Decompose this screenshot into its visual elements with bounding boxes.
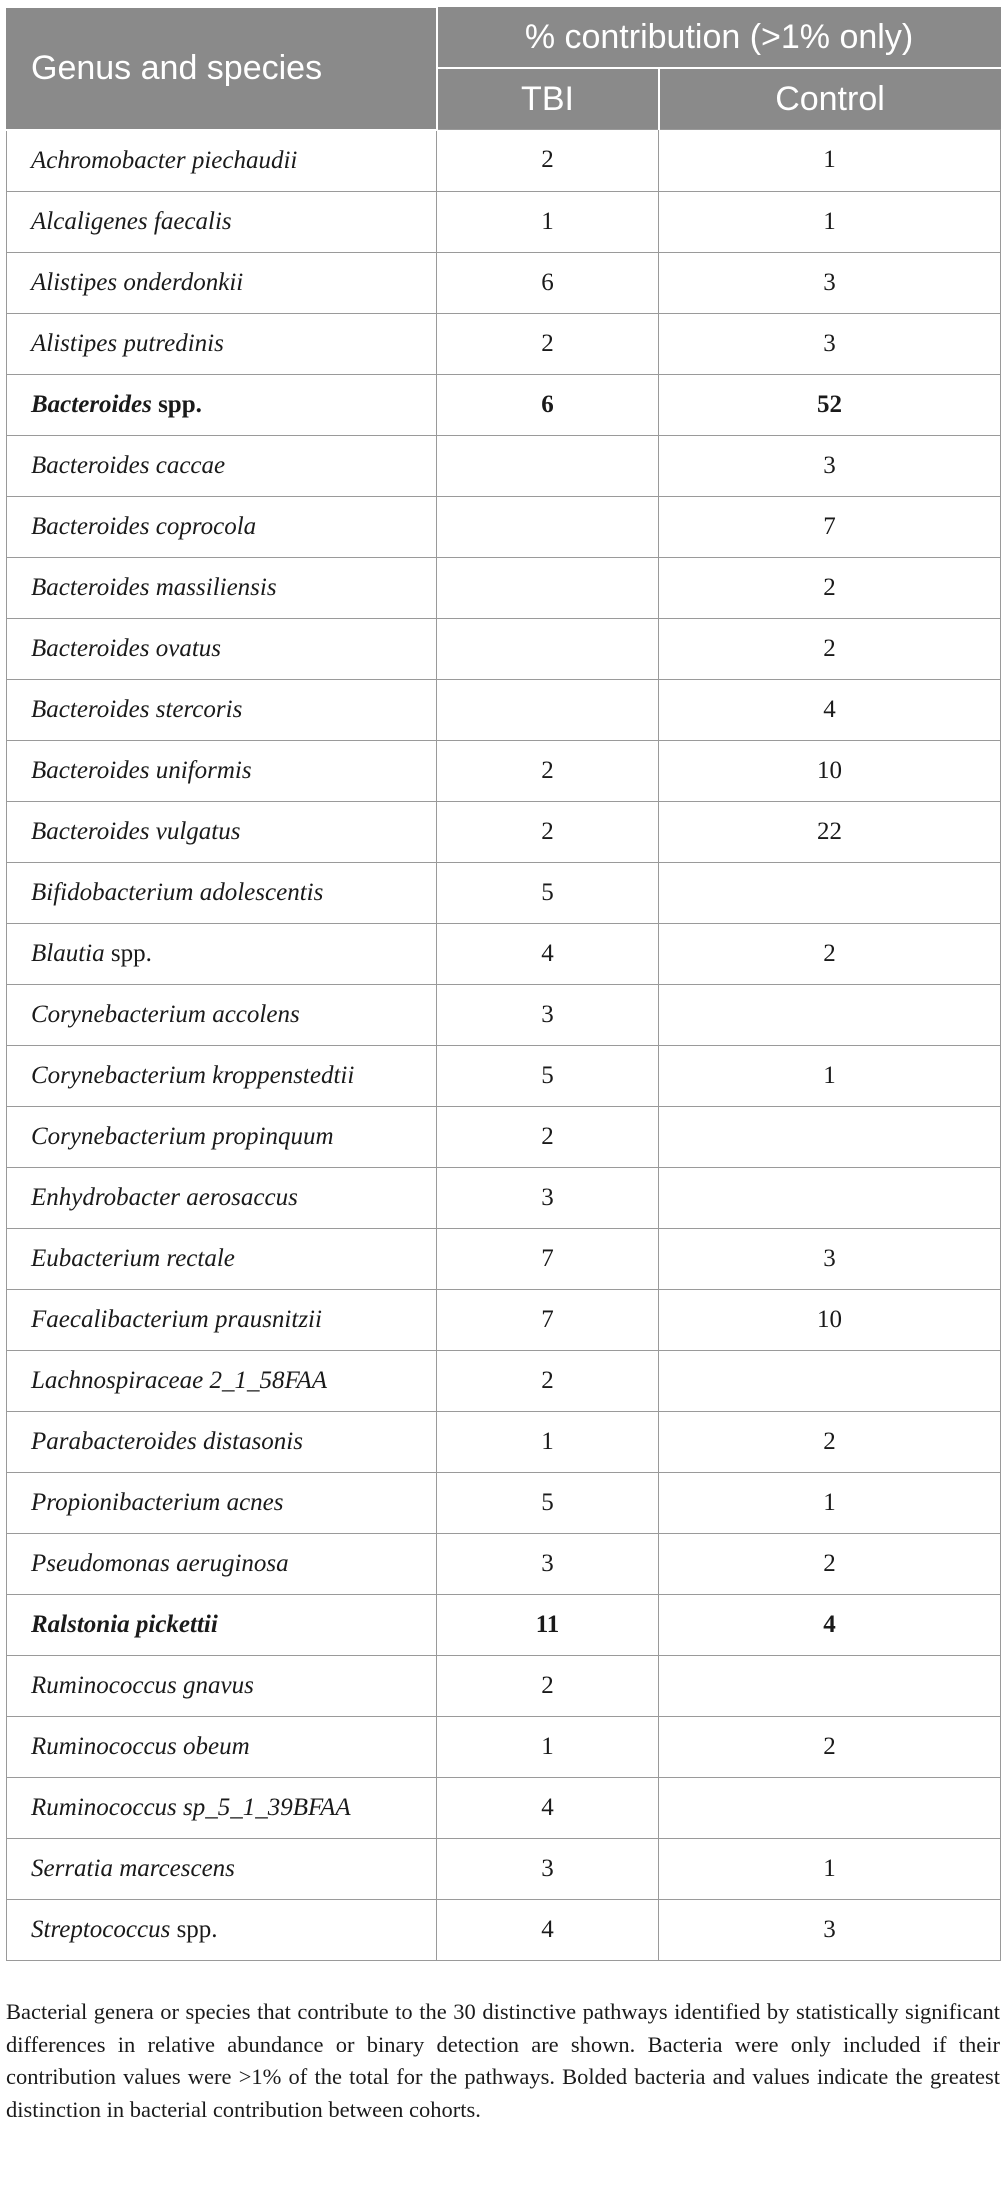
- control-value-cell: 2: [659, 557, 1001, 618]
- tbi-value-cell: 4: [437, 1899, 659, 1960]
- species-name-cell: [7, 1838, 437, 1899]
- species-name: Ruminococcus gnavus: [31, 1671, 254, 1699]
- table-row: [7, 740, 1001, 801]
- species-name-cell: [7, 1655, 437, 1716]
- species-name: Eubacterium rectale: [31, 1244, 235, 1272]
- tbi-value-cell: [437, 618, 659, 679]
- species-suffix: spp.: [151, 390, 202, 418]
- species-name-cell: [7, 1167, 437, 1228]
- table-row: [7, 618, 1001, 679]
- species-name-cell: [7, 191, 437, 252]
- species-name-cell: [7, 740, 437, 801]
- species-name: Pseudomonas aeruginosa: [31, 1549, 289, 1577]
- species-name-cell: [7, 1411, 437, 1472]
- table-row: [7, 1350, 1001, 1411]
- species-name: Bacteroides massiliensis: [31, 573, 277, 601]
- control-value-cell: 3: [659, 1899, 1001, 1960]
- species-name-cell: [7, 1899, 437, 1960]
- tbi-value-cell: 4: [437, 1777, 659, 1838]
- control-value-cell: [659, 1167, 1001, 1228]
- control-value-cell: [659, 1350, 1001, 1411]
- control-value-cell: 1: [659, 1838, 1001, 1899]
- species-name-cell: [7, 801, 437, 862]
- control-value-cell: [659, 1777, 1001, 1838]
- species-name: Bacteroides uniformis: [31, 756, 252, 784]
- table-row: [7, 1533, 1001, 1594]
- species-name: Bacteroides coprocola: [31, 512, 257, 540]
- table-body: [7, 130, 1001, 1961]
- control-value-cell: 2: [659, 618, 1001, 679]
- control-value-cell: 2: [659, 1533, 1001, 1594]
- table-row: [7, 252, 1001, 313]
- species-name-cell: [7, 130, 437, 192]
- control-value-cell: 1: [659, 130, 1001, 192]
- species-name: Bacteroides ovatus: [31, 634, 222, 662]
- control-value-cell: [659, 1106, 1001, 1167]
- tbi-value-cell: 1: [437, 191, 659, 252]
- tbi-value-cell: 11: [437, 1594, 659, 1655]
- tbi-value-cell: 1: [437, 1411, 659, 1472]
- table-row: [7, 679, 1001, 740]
- control-value-cell: 10: [659, 1289, 1001, 1350]
- control-value-cell: [659, 862, 1001, 923]
- tbi-value-cell: 6: [437, 252, 659, 313]
- control-value-cell: 7: [659, 496, 1001, 557]
- species-name-cell: [7, 984, 437, 1045]
- table-footnote: Bacterial genera or species that contribute to the 30 distinctive pathways identified by statistically significant differences in relative abundance or binary detection are shown. Bacteria were only included if their contribution values were >1% of the total for the pathways. Bolded bacteria and values indicate the greatest distinction in bacterial contribution between cohorts.: [6, 1999, 1000, 2122]
- species-name: Alcaligenes faecalis: [31, 207, 232, 235]
- control-value-cell: 2: [659, 1411, 1001, 1472]
- species-name: Lachnospiraceae 2_1_58FAA: [31, 1366, 328, 1394]
- control-value-cell: 4: [659, 1594, 1001, 1655]
- species-name-cell: [7, 1533, 437, 1594]
- species-suffix: spp.: [170, 1915, 218, 1943]
- species-name-cell: [7, 1350, 437, 1411]
- species-name: Enhydrobacter aerosaccus: [31, 1183, 298, 1211]
- species-name-cell: [7, 862, 437, 923]
- tbi-value-cell: [437, 496, 659, 557]
- species-name-cell: [7, 313, 437, 374]
- species-name: Bacteroides vulgatus: [31, 817, 241, 845]
- species-name-cell: [7, 618, 437, 679]
- species-name: Alistipes onderdonkii: [31, 268, 244, 296]
- table-row: [7, 130, 1001, 192]
- species-suffix: spp.: [104, 939, 152, 967]
- table-row: [7, 984, 1001, 1045]
- species-name: Achromobacter piechaudii: [31, 146, 298, 174]
- tbi-value-cell: [437, 435, 659, 496]
- tbi-value-cell: 6: [437, 374, 659, 435]
- table-row: [7, 801, 1001, 862]
- control-value-cell: 52: [659, 374, 1001, 435]
- tbi-value-cell: 3: [437, 1167, 659, 1228]
- contribution-table-container: [6, 6, 1000, 1961]
- control-value-cell: 1: [659, 1045, 1001, 1106]
- table-row: [7, 1594, 1001, 1655]
- table-row: [7, 1899, 1001, 1960]
- control-value-cell: 3: [659, 435, 1001, 496]
- table-row: [7, 1289, 1001, 1350]
- species-name: Streptococcus: [31, 1915, 171, 1943]
- table-row: [7, 923, 1001, 984]
- table-row: [7, 1411, 1001, 1472]
- tbi-value-cell: 2: [437, 740, 659, 801]
- tbi-value-cell: 5: [437, 862, 659, 923]
- table-row: [7, 1655, 1001, 1716]
- species-name: Ralstonia pickettii: [31, 1610, 218, 1638]
- species-name-cell: [7, 1716, 437, 1777]
- species-name-cell: [7, 1045, 437, 1106]
- table-row: [7, 1167, 1001, 1228]
- species-name: Bacteroides stercoris: [31, 695, 243, 723]
- contribution-table: [6, 6, 1001, 1961]
- species-name-cell: [7, 1228, 437, 1289]
- species-name-cell: [7, 496, 437, 557]
- header-percent-contribution: % contribution (>1% only): [437, 7, 1001, 68]
- table-header: [7, 7, 1001, 130]
- species-name: Corynebacterium propinquum: [31, 1122, 334, 1150]
- tbi-value-cell: 2: [437, 801, 659, 862]
- species-name-cell: [7, 374, 437, 435]
- species-name-cell: [7, 1472, 437, 1533]
- tbi-value-cell: 2: [437, 130, 659, 192]
- table-row: [7, 862, 1001, 923]
- species-name-cell: [7, 679, 437, 740]
- table-row: [7, 435, 1001, 496]
- control-value-cell: 3: [659, 1228, 1001, 1289]
- tbi-value-cell: 4: [437, 923, 659, 984]
- tbi-value-cell: 7: [437, 1228, 659, 1289]
- species-name: Propionibacterium acnes: [31, 1488, 284, 1516]
- species-name-cell: [7, 1289, 437, 1350]
- table-row: [7, 1106, 1001, 1167]
- tbi-value-cell: 2: [437, 1655, 659, 1716]
- table-row: [7, 1228, 1001, 1289]
- species-name: Faecalibacterium prausnitzii: [31, 1305, 322, 1333]
- table-row: [7, 1472, 1001, 1533]
- table-row: [7, 374, 1001, 435]
- species-name: Corynebacterium kroppenstedtii: [31, 1061, 355, 1089]
- species-name: Parabacteroides distasonis: [31, 1427, 303, 1455]
- table-row: [7, 313, 1001, 374]
- species-name-cell: [7, 557, 437, 618]
- control-value-cell: 22: [659, 801, 1001, 862]
- header-tbi: TBI: [437, 68, 659, 130]
- tbi-value-cell: 1: [437, 1716, 659, 1777]
- species-name-cell: [7, 435, 437, 496]
- control-value-cell: [659, 1655, 1001, 1716]
- species-name: Blautia: [31, 939, 105, 967]
- species-name: Bacteroides: [31, 390, 152, 418]
- table-row: [7, 1045, 1001, 1106]
- table-row: [7, 1838, 1001, 1899]
- species-name: Bifidobacterium adolescentis: [31, 878, 324, 906]
- control-value-cell: [659, 984, 1001, 1045]
- control-value-cell: 4: [659, 679, 1001, 740]
- species-name: Ruminococcus sp_5_1_39BFAA: [31, 1793, 351, 1821]
- control-value-cell: 3: [659, 313, 1001, 374]
- tbi-value-cell: 3: [437, 1838, 659, 1899]
- species-name-cell: [7, 1106, 437, 1167]
- tbi-value-cell: 3: [437, 984, 659, 1045]
- species-name: Ruminococcus obeum: [31, 1732, 250, 1760]
- table-row: [7, 496, 1001, 557]
- control-value-cell: 10: [659, 740, 1001, 801]
- table-row: [7, 191, 1001, 252]
- tbi-value-cell: 3: [437, 1533, 659, 1594]
- tbi-value-cell: 7: [437, 1289, 659, 1350]
- tbi-value-cell: [437, 679, 659, 740]
- tbi-value-cell: 2: [437, 1350, 659, 1411]
- control-value-cell: 2: [659, 1716, 1001, 1777]
- table-row: [7, 557, 1001, 618]
- header-control: Control: [659, 68, 1001, 130]
- species-name: Alistipes putredinis: [31, 329, 224, 357]
- tbi-value-cell: 2: [437, 313, 659, 374]
- table-row: [7, 1716, 1001, 1777]
- species-name: Corynebacterium accolens: [31, 1000, 300, 1028]
- species-name-cell: [7, 1594, 437, 1655]
- species-name-cell: [7, 923, 437, 984]
- tbi-value-cell: 5: [437, 1472, 659, 1533]
- control-value-cell: 2: [659, 923, 1001, 984]
- tbi-value-cell: [437, 557, 659, 618]
- species-name: Serratia marcescens: [31, 1854, 235, 1882]
- tbi-value-cell: 5: [437, 1045, 659, 1106]
- species-name: Bacteroides caccae: [31, 451, 226, 479]
- tbi-value-cell: 2: [437, 1106, 659, 1167]
- species-name-cell: [7, 252, 437, 313]
- species-name-cell: [7, 1777, 437, 1838]
- control-value-cell: 3: [659, 252, 1001, 313]
- control-value-cell: 1: [659, 1472, 1001, 1533]
- table-row: [7, 1777, 1001, 1838]
- header-genus-species: Genus and species: [7, 7, 437, 130]
- control-value-cell: 1: [659, 191, 1001, 252]
